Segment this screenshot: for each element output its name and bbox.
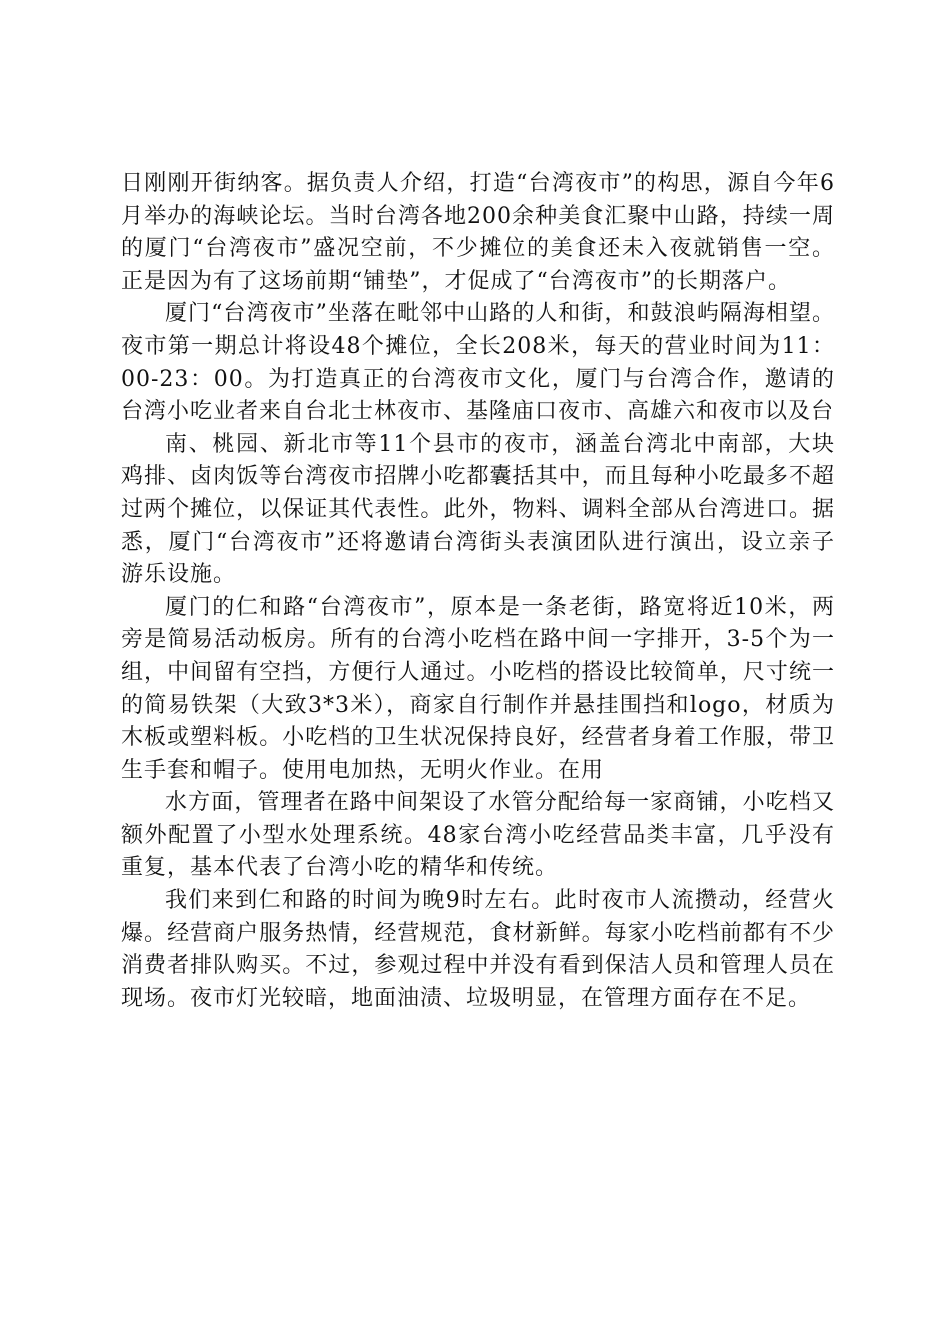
document-body: [121, 168, 835, 1015]
paragraph-5: 水方面，管理者在路中间架设了水管分配给每一家商铺，小吃档又额外配置了小型水处理系统。48家台湾小吃经营品类丰富，几乎没有重复，基本代表了台湾小吃的精华和传统。: [121, 790, 835, 881]
paragraph-6: 我们来到仁和路的时间为晚9时左右。此时夜市人流攒动，经营火爆。经营商户服务热情，经营规范，食材新鲜。每家小吃档前都有不少消费者排队购买。不过，参观过程中并没有看到保洁人员和管理人员在现场。夜市灯光较暗，地面油渍、垃圾明显，在管理方面存在不足。: [121, 888, 835, 1011]
paragraph-4: 厦门的仁和路“台湾夜市”，原本是一条老街，路宽将近10米，两旁是简易活动板房。所有的台湾小吃档在路中间一字排开，3-5个为一组，中间留有空挡，方便行人通过。小吃档的搭设比较简单，尺寸统一的简易铁架（大致3*3米），商家自行制作并悬挂围挡和logo，材质为木板或塑料板。小吃档的卫生状况保持良好，经营者身着工作服，带卫生手套和帽子。使用电加热，无明火作业。在用: [121, 594, 835, 783]
paragraph-2: 厦门“台湾夜市”坐落在毗邻中山路的人和街，和鼓浪屿隔海相望。夜市第一期总计将设48个摊位，全长208米，每天的营业时间为11：00-23：00。为打造真正的台湾夜市文化，厦门与台湾合作，邀请的台湾小吃业者来自台北士林夜市、基隆庙口夜市、高雄六和夜市以及台: [121, 301, 835, 425]
paragraph-3: 南、桃园、新北市等11个县市的夜市，涵盖台湾北中南部，大块鸡排、卤肉饭等台湾夜市招牌小吃都囊括其中，而且每种小吃最多不超过两个摊位，以保证其代表性。此外，物料、调料全部从台湾进口。据悉，厦门“台湾夜市”还将邀请台湾街头表演团队进行演出，设立亲子游乐设施。: [121, 431, 835, 588]
paragraph-1: 日刚刚开街纳客。据负责人介绍，打造“台湾夜市”的构思，源自今年6月举办的海峡论坛。当时台湾各地200余种美食汇聚中山路，持续一周的厦门“台湾夜市”盛况空前，不少摊位的美食还未入夜就销售一空。正是因为有了这场前期“铺垫”，才促成了“台湾夜市”的长期落户。: [121, 171, 835, 294]
